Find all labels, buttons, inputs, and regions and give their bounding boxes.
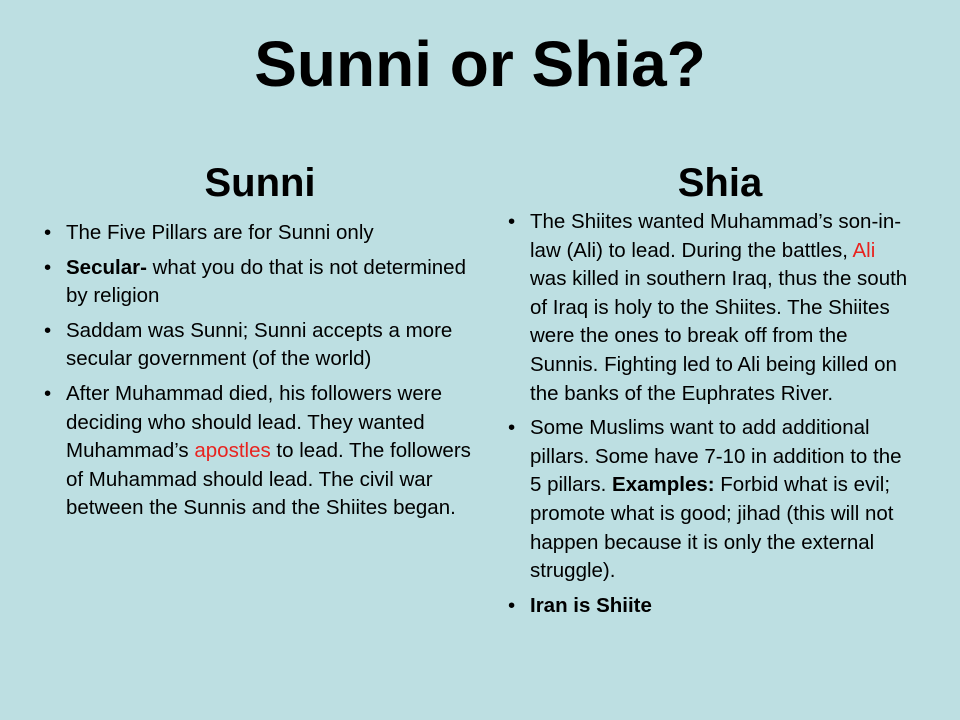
shia-heading: Shia — [677, 161, 763, 205]
bullet-point-icon: • — [508, 593, 516, 617]
bullet-item — [508, 414, 908, 586]
bold-term: Examples: — [612, 473, 715, 497]
bullet-point-icon: • — [44, 255, 52, 279]
bullet-item — [508, 592, 908, 621]
shia-bullet-list — [508, 208, 908, 626]
bullet-point-icon: • — [508, 416, 516, 440]
bullet-item — [44, 317, 480, 374]
bullet-item — [44, 380, 480, 523]
bold-term: Iran is Shiite — [530, 593, 652, 617]
bullet-item — [44, 219, 480, 248]
bullet-text: Saddam was Sunni; Sunni accepts a more secular government (of the world) — [66, 318, 453, 371]
bullet-point-icon: • — [44, 221, 52, 244]
highlighted-term: Ali — [852, 238, 876, 262]
bullet-text: was killed in southern Iraq, thus the south of Iraq is holy to the Shiites. The Shiites were the ones to break off from the Sunnis. Fighting led to Ali being killed on the banks of the Euphrates River. — [530, 267, 908, 405]
sunni-heading: Sunni — [204, 161, 316, 205]
bullet-text: After Muhammad died, his followers were deciding who should lead. They wanted Muhammad’s — [66, 381, 442, 463]
slide-title: Sunni or Shia? — [254, 28, 706, 100]
bullet-text: Forbid what is evil; promote what is good; jihad (this will not happen because it is only the external struggle). — [530, 473, 894, 583]
bold-term: Secular- — [66, 255, 147, 279]
sunni-bullet-list — [44, 219, 480, 529]
bullet-item — [44, 254, 480, 311]
bullet-text: to lead. The followers of Muhammad should lead. The civil war between the Sunnis and the Shiites began. — [66, 439, 471, 520]
bullet-text: The Shiites wanted Muhammad’s son-in-law (Ali) to lead. During the battles, — [530, 210, 902, 262]
bullet-item — [508, 208, 908, 408]
bullet-text: The Five Pillars are for Sunni only — [66, 221, 374, 244]
bullet-text: what you do that is not determined by religion — [66, 255, 466, 308]
bullet-point-icon: • — [44, 318, 52, 342]
highlighted-term: apostles — [194, 439, 271, 463]
bullet-point-icon: • — [508, 210, 516, 233]
bullet-text: Some Muslims want to add additional pillars. Some have 7-10 in addition to the 5 pillars. — [530, 416, 902, 497]
bullet-point-icon: • — [44, 381, 52, 405]
